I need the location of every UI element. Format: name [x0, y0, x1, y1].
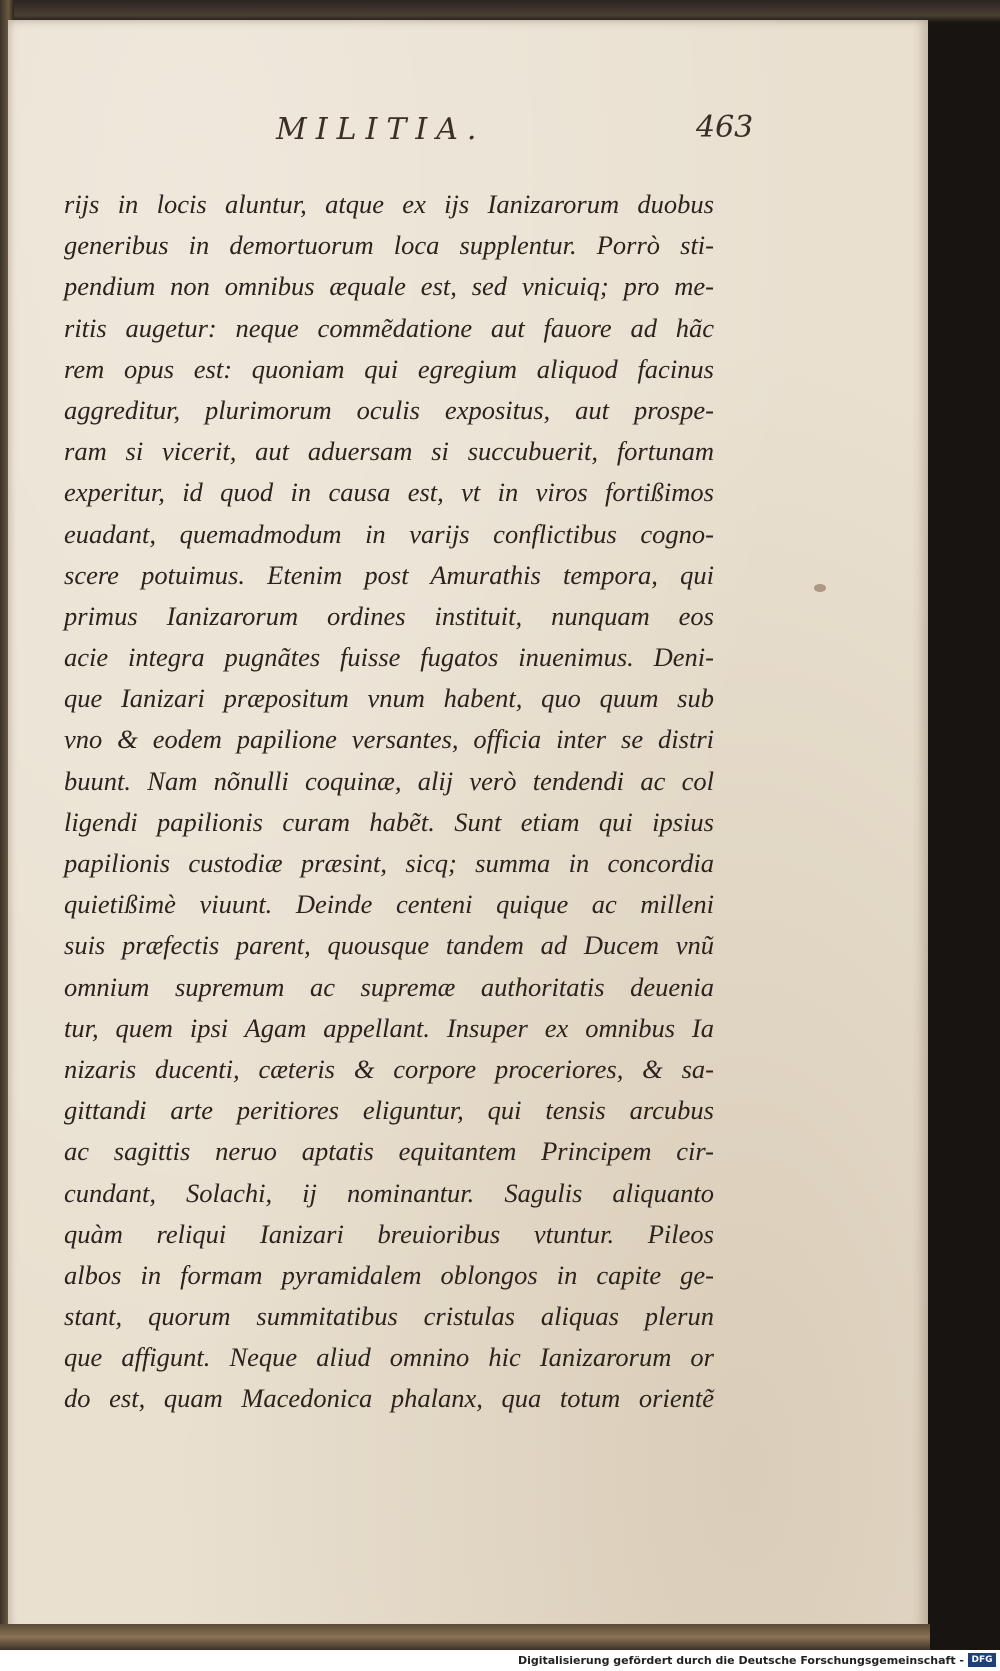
text-line: pendium non omnibus æquale est, sed vnicuiq; pro me- [64, 271, 714, 302]
text-line: que Ianizari præpositum vnum habent, quo quum sub [64, 683, 714, 714]
text-line: buunt. Nam nõnulli coquinæ, alij verò tendendi ac col [64, 765, 714, 796]
book-top-edge [0, 0, 1000, 22]
text-line: aggreditur, plurimorum oculis expositus, aut prospe- [64, 394, 714, 425]
running-head: MILITIA. [276, 112, 486, 147]
text-line: que affigunt. Neque aliud omnino hic Ianizarorum or [64, 1342, 714, 1373]
text-line: do est, quam Macedonica phalanx, qua totum orientẽ [64, 1383, 714, 1414]
text-line: quietißimè viuunt. Deinde centeni quique ac milleni [64, 889, 714, 920]
book-page [8, 20, 928, 1632]
text-line: tur, quem ipsi Agam appellant. Insuper ex omnibus Ia [64, 1012, 714, 1043]
text-line: nizaris ducenti, cæteris & corpore proceriores, & sa- [64, 1053, 714, 1084]
text-line: suis præfectis parent, quousque tandem ad Ducem vnũ [64, 930, 714, 961]
text-line: stant, quorum summitatibus cristulas aliquas plerun [64, 1301, 714, 1332]
body-text [64, 184, 714, 1420]
text-line: rijs in locis aluntur, atque ex ijs Ianizarorum duobus [64, 189, 714, 219]
text-line: omnium supremum ac supremæ authoritatis deuenia [64, 971, 714, 1002]
text-line: ram si vicerit, aut aduersam si succubuerit, fortunam [64, 436, 714, 467]
text-line: quàm reliqui Ianizari breuioribus vtuntur. Pileos [64, 1218, 714, 1249]
text-line: acie integra pugnãtes fuisse fugatos inuenimus. Deni- [64, 642, 714, 673]
footer-bar [0, 1650, 1000, 1671]
text-line: primus Ianizarorum ordines instituit, nunquam eos [64, 600, 714, 631]
text-line: experitur, id quod in causa est, vt in viros fortißimos [64, 477, 714, 508]
text-line: rem opus est: quoniam qui egregium aliquod facinus [64, 353, 714, 384]
book-bottom-edge [0, 1624, 930, 1650]
text-line: albos in formam pyramidalem oblongos in capite ge- [64, 1259, 714, 1290]
page-number: 463 [696, 110, 754, 145]
text-line: scere potuimus. Etenim post Amurathis tempora, qui [64, 559, 714, 590]
text-line: ligendi papilionis curam habẽt. Sunt etiam qui ipsius [64, 806, 714, 837]
text-line: gittandi arte peritiores eliguntur, qui tensis arcubus [64, 1095, 714, 1126]
dfg-logo: DFG [968, 1653, 996, 1667]
text-line: vno & eodem papilione versantes, officia inter se distri [64, 724, 714, 755]
funding-credit: Digitalisierung gefördert durch die Deutsche Forschungsgemeinschaft - [517, 1654, 964, 1667]
text-line: cundant, Solachi, ij nominantur. Sagulis aliquanto [64, 1177, 714, 1208]
page-header [276, 112, 876, 162]
text-line: generibus in demortuorum loca supplentur. Porrò sti- [64, 230, 714, 261]
text-line: euadant, quemadmodum in varijs conflictibus cogno- [64, 518, 714, 549]
text-line: ritis augetur: neque commẽdatione aut fauore ad hãc [64, 312, 714, 343]
text-line: ac sagittis neruo aptatis equitantem Principem cir- [64, 1136, 714, 1167]
ink-stain [814, 584, 826, 592]
text-line: papilionis custodiæ præsint, sicq; summa in concordia [64, 848, 714, 878]
